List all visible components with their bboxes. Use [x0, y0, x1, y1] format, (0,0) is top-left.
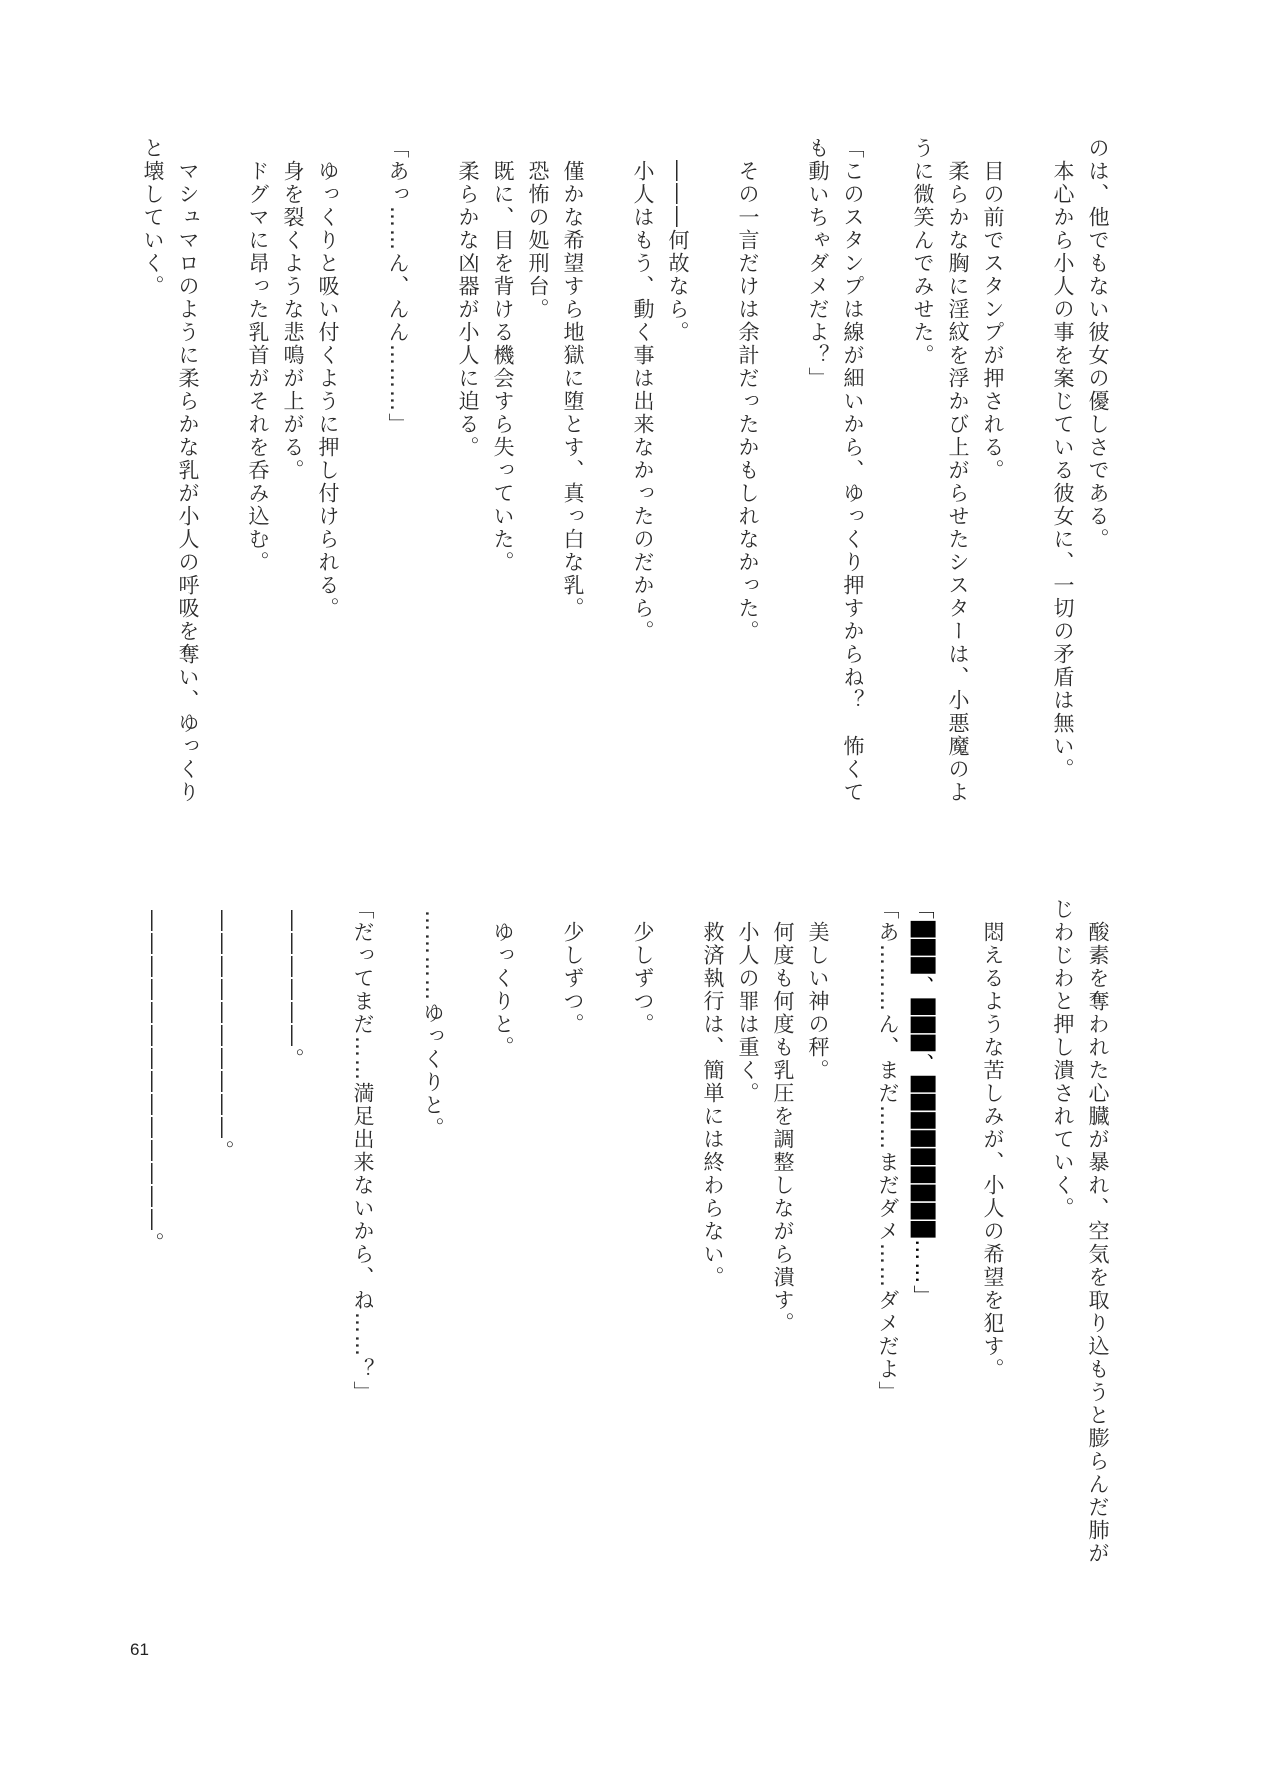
- text-line: と壊していく。: [141, 137, 165, 298]
- text-line: 救済執行は、簡単には終わらない。: [701, 921, 725, 1289]
- blank-line: [1010, 898, 1045, 1578]
- text-line: 目の前でスタンプが押される。: [981, 160, 1005, 482]
- blank-line: [1010, 137, 1045, 817]
- text-line: ゆっくりと。: [491, 921, 515, 1059]
- text-line: 小人はもう、動く事は出来なかったのだから。: [631, 160, 655, 643]
- dash-line: ――――――。: [281, 910, 305, 1071]
- text-line: 酸素を奪われた心臓が暴れ、空気を取り込もうと膨らんだ肺が: [1086, 921, 1110, 1565]
- text-line: …………ゆっくりと。: [421, 910, 445, 1140]
- text-line: 恐怖の処刑台。: [526, 160, 550, 321]
- blank-line: [345, 137, 380, 817]
- text-line: 何度も何度も乳圧を調整しながら潰す。: [771, 921, 795, 1335]
- text-line: 美しい神の秤。: [806, 921, 830, 1082]
- dash-line: ――――――――――――――。: [141, 910, 165, 1255]
- text-line: のは、他でもない彼女の優しさである。: [1086, 137, 1110, 551]
- blank-line: [310, 898, 345, 1578]
- text-line: マシュマロのように柔らかな乳が小人の呼吸を奪い、ゆっくり: [176, 160, 200, 804]
- blank-line: [450, 898, 485, 1578]
- blank-line: [240, 898, 275, 1578]
- blank-line: [765, 137, 800, 817]
- text-line: 悶えるような苦しみが、小人の希望を犯す。: [981, 921, 1005, 1381]
- text-line: 小人の罪は重く。: [736, 921, 760, 1105]
- text-line: ゆっくりと吸い付くように押し付けられる。: [316, 160, 340, 620]
- dialogue-line: 「あ………ん、まだ……まだダメ……ダメだよ」: [876, 898, 900, 1404]
- text-line: 柔らかな胸に淫紋を浮かび上がらせたシスターは、小悪魔のよ: [946, 160, 970, 804]
- blank-line: [205, 137, 240, 817]
- dialogue-line: 「だってまだ……満足出来ないから、ね……？」: [351, 898, 375, 1404]
- text-line: 柔らかな凶器が小人に迫る。: [456, 160, 480, 459]
- dialogue-line: 「このスタンプは線が細いから、ゆっくり押すからね？ 怖くて: [841, 137, 865, 804]
- blank-line: [835, 898, 870, 1578]
- text-line: 身を裂くような悲鳴が上がる。: [281, 160, 305, 482]
- blank-line: [520, 898, 555, 1578]
- dash-line: ――――――――――。: [211, 910, 235, 1163]
- blank-line: [415, 137, 450, 817]
- text-line: その一言だけは余計だったかもしれなかった。: [736, 160, 760, 643]
- dialogue-line: 「あっ……ん、んん………」: [386, 137, 410, 436]
- text-line: ドグマに昂った乳首がそれを呑み込む。: [246, 160, 270, 574]
- blank-line: [870, 137, 905, 817]
- redacted-dialogue-line: 「███、███、█████████……」: [911, 898, 935, 1309]
- text-line: 僅かな希望すら地獄に堕とす、真っ白な乳。: [561, 160, 585, 620]
- text-line: 少しずつ。: [561, 921, 585, 1036]
- text-line: 既に、目を背ける機会すら失っていた。: [491, 160, 515, 574]
- blank-line: [660, 898, 695, 1578]
- text-block-upper: [135, 137, 1115, 817]
- blank-line: [590, 898, 625, 1578]
- blank-line: [940, 898, 975, 1578]
- text-line: 少しずつ。: [631, 921, 655, 1036]
- blank-line: [170, 898, 205, 1578]
- blank-line: [380, 898, 415, 1578]
- blank-line: [695, 137, 730, 817]
- text-line: 本心から小人の事を案じている彼女に、一切の矛盾は無い。: [1051, 160, 1075, 781]
- text-line: ―――何故なら。: [666, 160, 690, 344]
- dialogue-line: も動いちゃダメだよ？」: [806, 137, 830, 390]
- text-line: じわじわと押し潰されていく。: [1051, 898, 1075, 1220]
- text-line: うに微笑んでみせた。: [911, 137, 935, 367]
- page-number: 61: [130, 1640, 149, 1659]
- blank-line: [590, 137, 625, 817]
- text-block-lower: [135, 898, 1115, 1578]
